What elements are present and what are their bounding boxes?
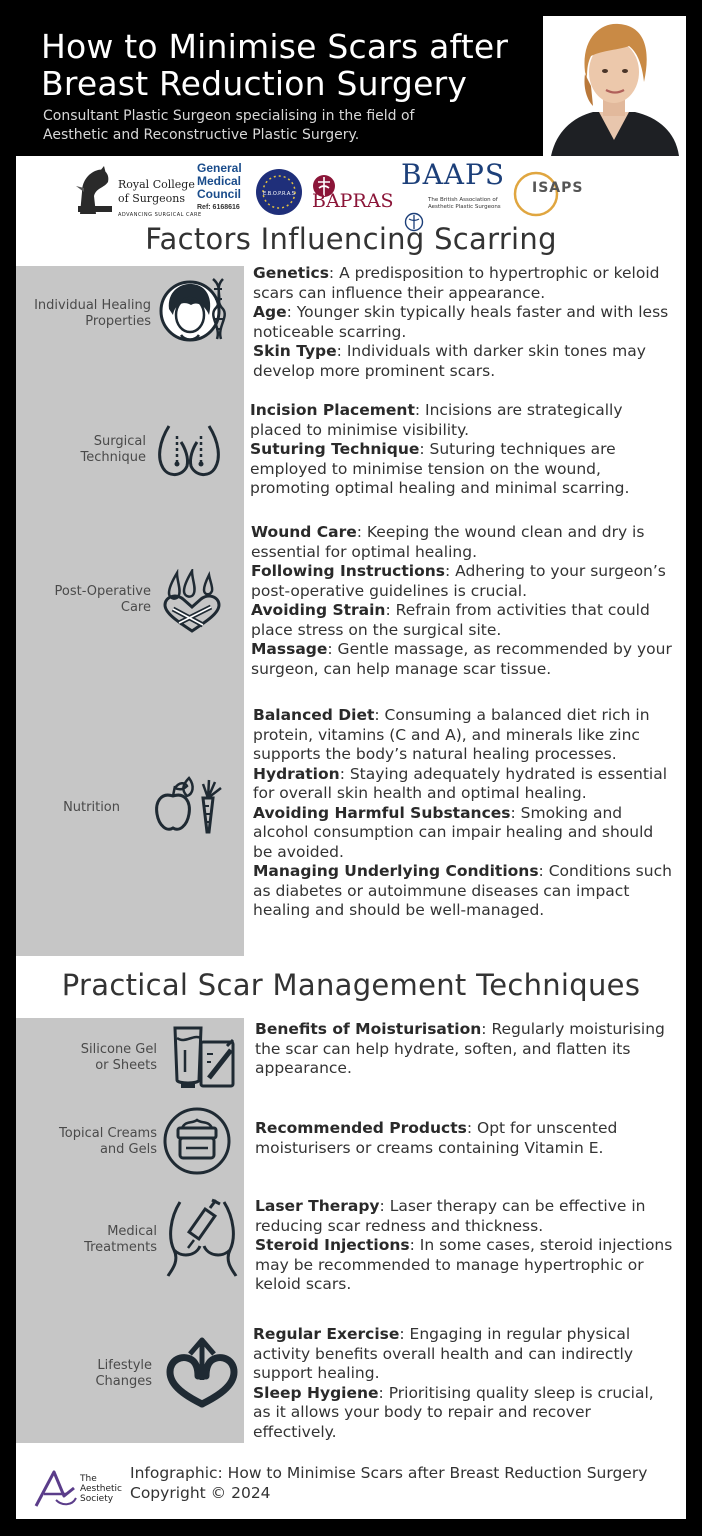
baaps-logo-text: BAAPS [401,158,506,191]
technique-text-lifestyle [253,1325,673,1442]
rcs-line-2: of Surgeons [118,192,185,205]
factor-label-surgical-line2: Technique [80,450,146,465]
factor-item [251,523,676,562]
factor-item [253,706,673,765]
technique-item [253,1384,673,1443]
factor-item [253,862,673,921]
technique-label-silicone [16,1042,157,1074]
technique-desc: : Opt for unscented moisturisers or creams containing Vitamin E. [255,1119,618,1157]
technique-label-lifestyle-line2: Changes [95,1374,152,1389]
factor-label-healing-line2: Properties [85,314,151,329]
technique-term: Steroid Injections [255,1236,410,1254]
factor-label-surgical-line1: Surgical [93,434,146,449]
ebopras-seal-text: E.B.O.P.R.A.S [263,191,295,197]
technique-label-creams-line1: Topical Creams [59,1126,157,1141]
technique-desc: : Engaging in regular physical activity benefits overall health and can indirectly support healing. [253,1325,634,1382]
factor-text-healing [253,264,673,381]
factor-desc: : Consuming a balanced diet rich in protein, vitamins (C and A), and minerals like zinc supports the body’s natural healing processes. [253,706,650,763]
technique-label-creams-line2: and Gels [99,1142,157,1157]
technique-item [255,1119,675,1158]
factor-desc: : Staying adequately hydrated is essential for overall skin health and optimal healing. [253,764,668,802]
technique-term: Recommended Products [255,1119,467,1137]
factor-item [250,440,675,499]
factor-label-nutrition-line1: Nutrition [63,800,120,815]
title-line-1: How to Minimise Scars after [41,27,509,66]
factor-desc: : Suturing techniques are employed to minimise tension on the wound, promoting optimal healing and minimal scarring. [250,440,630,497]
factor-item [253,303,673,342]
gmc-line-3: Council [197,187,241,201]
factor-text-surgical [250,401,675,499]
factor-label-healing-line1: Individual Healing [34,298,151,313]
aesthetic-society-brand [80,1474,122,1504]
rcs-tagline: ADVANCING SURGICAL CARE [118,212,202,218]
technique-item [253,1325,673,1384]
infographic-frame [16,16,686,1519]
factor-term: Hydration [253,764,340,783]
rcs-logo-text [118,178,202,222]
factor-term: Avoiding Strain [251,601,386,619]
technique-desc: : In some cases, steroid injections may be recommended to manage hypertrophic or keloid scars. [255,1236,673,1293]
cream-jar-icon [162,1106,232,1176]
technique-item [255,1020,675,1079]
factor-term: Following Instructions [251,562,445,580]
baaps-subtitle: The British Association of Aesthetic Plastic Surgeons [428,197,501,210]
factor-desc: : Gentle massage, as recommended by your surgeon, can help manage scar tissue. [251,640,672,678]
subtitle-line-2: Aesthetic and Reconstructive Plastic Surgery. [43,127,360,143]
factor-desc: : Conditions such as diabetes or autoimmune diseases can impact healing and should be well-managed. [253,862,672,919]
technique-item [255,1197,675,1236]
technique-label-silicone-line2: or Sheets [95,1058,157,1073]
technique-label-creams [16,1126,157,1158]
factor-label-surgical [16,434,146,466]
factor-term: Massage [251,640,328,658]
subtitle-line-1: Consultant Plastic Surgeon specialising in the field of [43,108,415,124]
technique-term: Regular Exercise [253,1325,400,1343]
factor-desc: : Adhering to your surgeon’s post-operative guidelines is crucial. [251,562,666,600]
gmc-logo [197,162,242,214]
factor-label-postop-line2: Care [120,600,151,615]
header-banner [16,16,686,156]
rcs-line-1: Royal College [118,178,195,191]
ebopras-seal-icon [254,164,304,220]
breast-incision-icon [155,422,223,480]
factor-desc: : Smoking and alcohol consumption can impair healing and should be avoided. [253,803,654,861]
technique-label-lifestyle [16,1358,152,1390]
technique-text-silicone [255,1020,675,1079]
surgeon-portrait [543,16,686,156]
rcs-crest-icon [74,162,116,218]
technique-text-creams [255,1119,675,1158]
factor-desc: : Refrain from activities that could place stress on the surgical site. [251,601,650,639]
factor-term: Balanced Diet [253,706,375,724]
brand-line-3: Society [80,1494,114,1504]
brand-line-1: The [80,1474,97,1484]
factors-section-title: Factors Influencing Scarring [145,222,557,256]
technique-item [255,1236,675,1295]
gmc-line-1: General [197,161,242,175]
factor-label-postop [16,584,151,616]
factor-term: Wound Care [251,523,357,541]
factor-term: Skin Type [253,342,337,360]
factor-term: Incision Placement [250,401,415,419]
accreditation-logos [16,156,686,224]
technique-term: Sleep Hygiene [253,1383,379,1402]
technique-label-silicone-line1: Silicone Gel [80,1042,157,1057]
factor-item [251,562,676,601]
factor-label-healing [16,298,151,330]
factor-text-postop [251,523,676,679]
factor-desc: : Younger skin typically heals faster and with less noticeable scarring. [253,303,669,341]
factor-item [253,765,673,804]
technique-term: Benefits of Moisturisation [255,1020,482,1038]
technique-term: Laser Therapy [255,1197,380,1215]
factor-term: Managing Underlying Conditions [253,862,539,880]
techniques-section-title: Practical Scar Management Techniques [61,968,641,1002]
factor-desc: : A predisposition to hypertrophic or keloid scars can influence their appearance. [253,264,660,302]
heart-arrow-icon [166,1336,238,1408]
gel-tube-icon [171,1024,237,1090]
factor-term: Age [253,303,287,321]
gmc-ref: Ref: 6168616 [197,204,240,211]
factor-item [253,342,673,381]
syringe-breast-icon [166,1198,238,1278]
technique-desc: : Laser therapy can be effective in reducing scar redness and thickness. [255,1197,646,1235]
factor-desc: : Incisions are strategically placed to minimise visibility. [250,401,623,439]
page-subtitle [43,107,523,145]
gmc-line-2: Medical [197,174,242,188]
technique-label-medical-line2: Treatments [84,1240,157,1255]
technique-label-medical [16,1224,157,1256]
factor-desc: : Individuals with darker skin tones may develop more prominent scars. [253,342,646,380]
factor-term: Suturing Technique [250,440,420,458]
factor-term: Avoiding Harmful Substances [253,803,511,822]
bapras-logo-text: BAPRAS [312,190,394,212]
footer-infographic-caption: Infographic: How to Minimise Scars after Breast Reduction Surgery [130,1464,648,1482]
factor-item [251,601,676,640]
factor-item [250,401,675,440]
fruit-vegetable-icon [153,774,225,836]
title-line-2: Breast Reduction Surgery [41,64,468,103]
factor-item [251,640,676,679]
face-dna-icon [159,275,229,349]
factor-label-postop-line1: Post-Operative [54,584,151,599]
factor-item [253,804,673,863]
technique-desc: : Prioritising quality sleep is crucial, as it allows your body to repair and recover effectively. [253,1383,654,1441]
aesthetic-society-logo-icon [34,1466,80,1510]
isaps-logo-text: ISAPS [532,180,584,196]
footer-copyright: Copyright © 2024 [130,1484,271,1502]
factor-label-nutrition [16,800,120,816]
technique-desc: : Regularly moisturising the scar can help hydrate, soften, and flatten its appearance. [255,1020,665,1077]
factor-term: Genetics [253,264,329,282]
technique-label-medical-line1: Medical [107,1224,157,1239]
technique-text-medical [255,1197,675,1295]
factor-desc: : Keeping the wound clean and dry is essential for optimal healing. [251,523,645,561]
factor-text-nutrition [253,706,673,921]
technique-label-lifestyle-line1: Lifestyle [97,1358,152,1373]
factor-item [253,264,673,303]
page-title [41,28,561,102]
brand-line-2: Aesthetic [80,1484,122,1494]
bandaged-heart-drops-icon [159,569,225,635]
